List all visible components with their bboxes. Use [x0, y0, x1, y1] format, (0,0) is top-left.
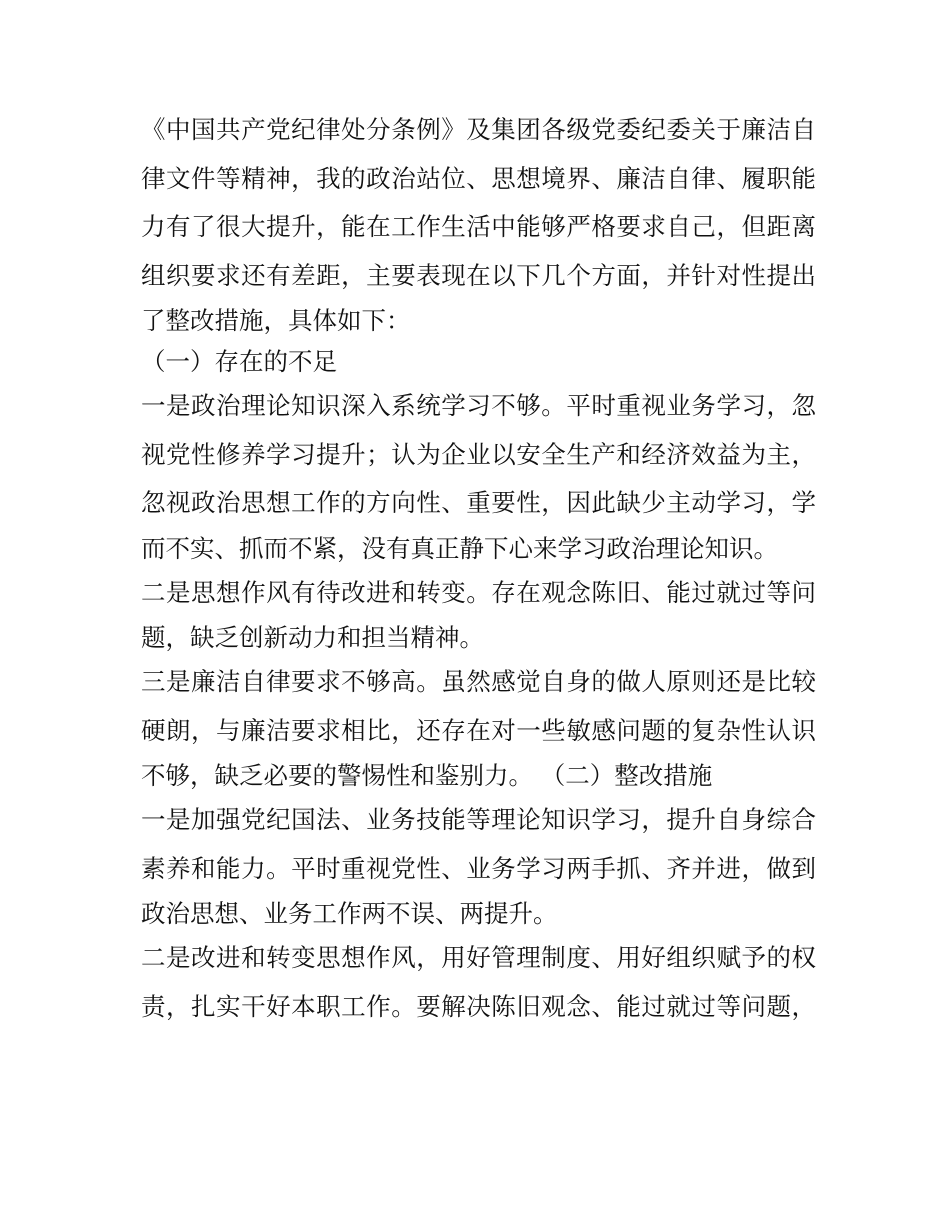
text-line: 《中国共产党纪律处分条例》及集团各级党委纪委关于廉洁自	[141, 115, 816, 144]
text-line: 题，缺乏创新动力和担当精神。	[141, 623, 484, 652]
text-line: 忽视政治思想工作的方向性、重要性，因此缺少主动学习，学	[141, 488, 816, 517]
text-line: 素养和能力。平时重视党性、业务学习两手抓、齐并进，做到	[141, 853, 816, 883]
section-heading: （一）存在的不足	[141, 347, 337, 376]
text-line: 了整改措施，具体如下：	[141, 306, 411, 335]
text-line: 二是改进和转变思想作风，用好管理制度、用好组织赋予的权	[141, 943, 816, 972]
text-line: 组织要求还有差距，主要表现在以下几个方面，并针对性提出	[141, 260, 816, 290]
text-line: 视党性修养学习提升；认为企业以安全生产和经济效益为主，	[141, 439, 816, 469]
text-line: 一是加强党纪国法、业务技能等理论知识学习，提升自身综合	[141, 805, 816, 834]
text-line: 一是政治理论知识深入系统学习不够。平时重视业务学习，忽	[141, 391, 816, 420]
text-line: 二是思想作风有待改进和转变。存在观念陈旧、能过就过等问	[141, 577, 816, 607]
text-line: 三是廉洁自律要求不够高。虽然感觉自身的做人原则还是比较	[141, 667, 816, 696]
text-line: 而不实、抓而不紧，没有真正静下心来学习政治理论知识。	[141, 533, 778, 563]
document-body	[141, 106, 816, 1031]
text-line: 政治思想、业务工作两不误、两提升。	[141, 899, 558, 928]
text-line: 律文件等精神，我的政治站位、思想境界、廉洁自律、履职能	[141, 163, 816, 193]
text-line: 硬朗，与廉洁要求相比，还存在对一些敏感问题的复杂性认识	[141, 715, 816, 745]
text-line: 力有了很大提升，能在工作生活中能够严格要求自己，但距离	[141, 212, 816, 241]
text-line: 责，扎实干好本职工作。要解决陈旧观念、能过就过等问题，	[141, 991, 816, 1021]
text-line: 不够，缺乏必要的警惕性和鉴别力。 （二）整改措施	[141, 761, 713, 790]
